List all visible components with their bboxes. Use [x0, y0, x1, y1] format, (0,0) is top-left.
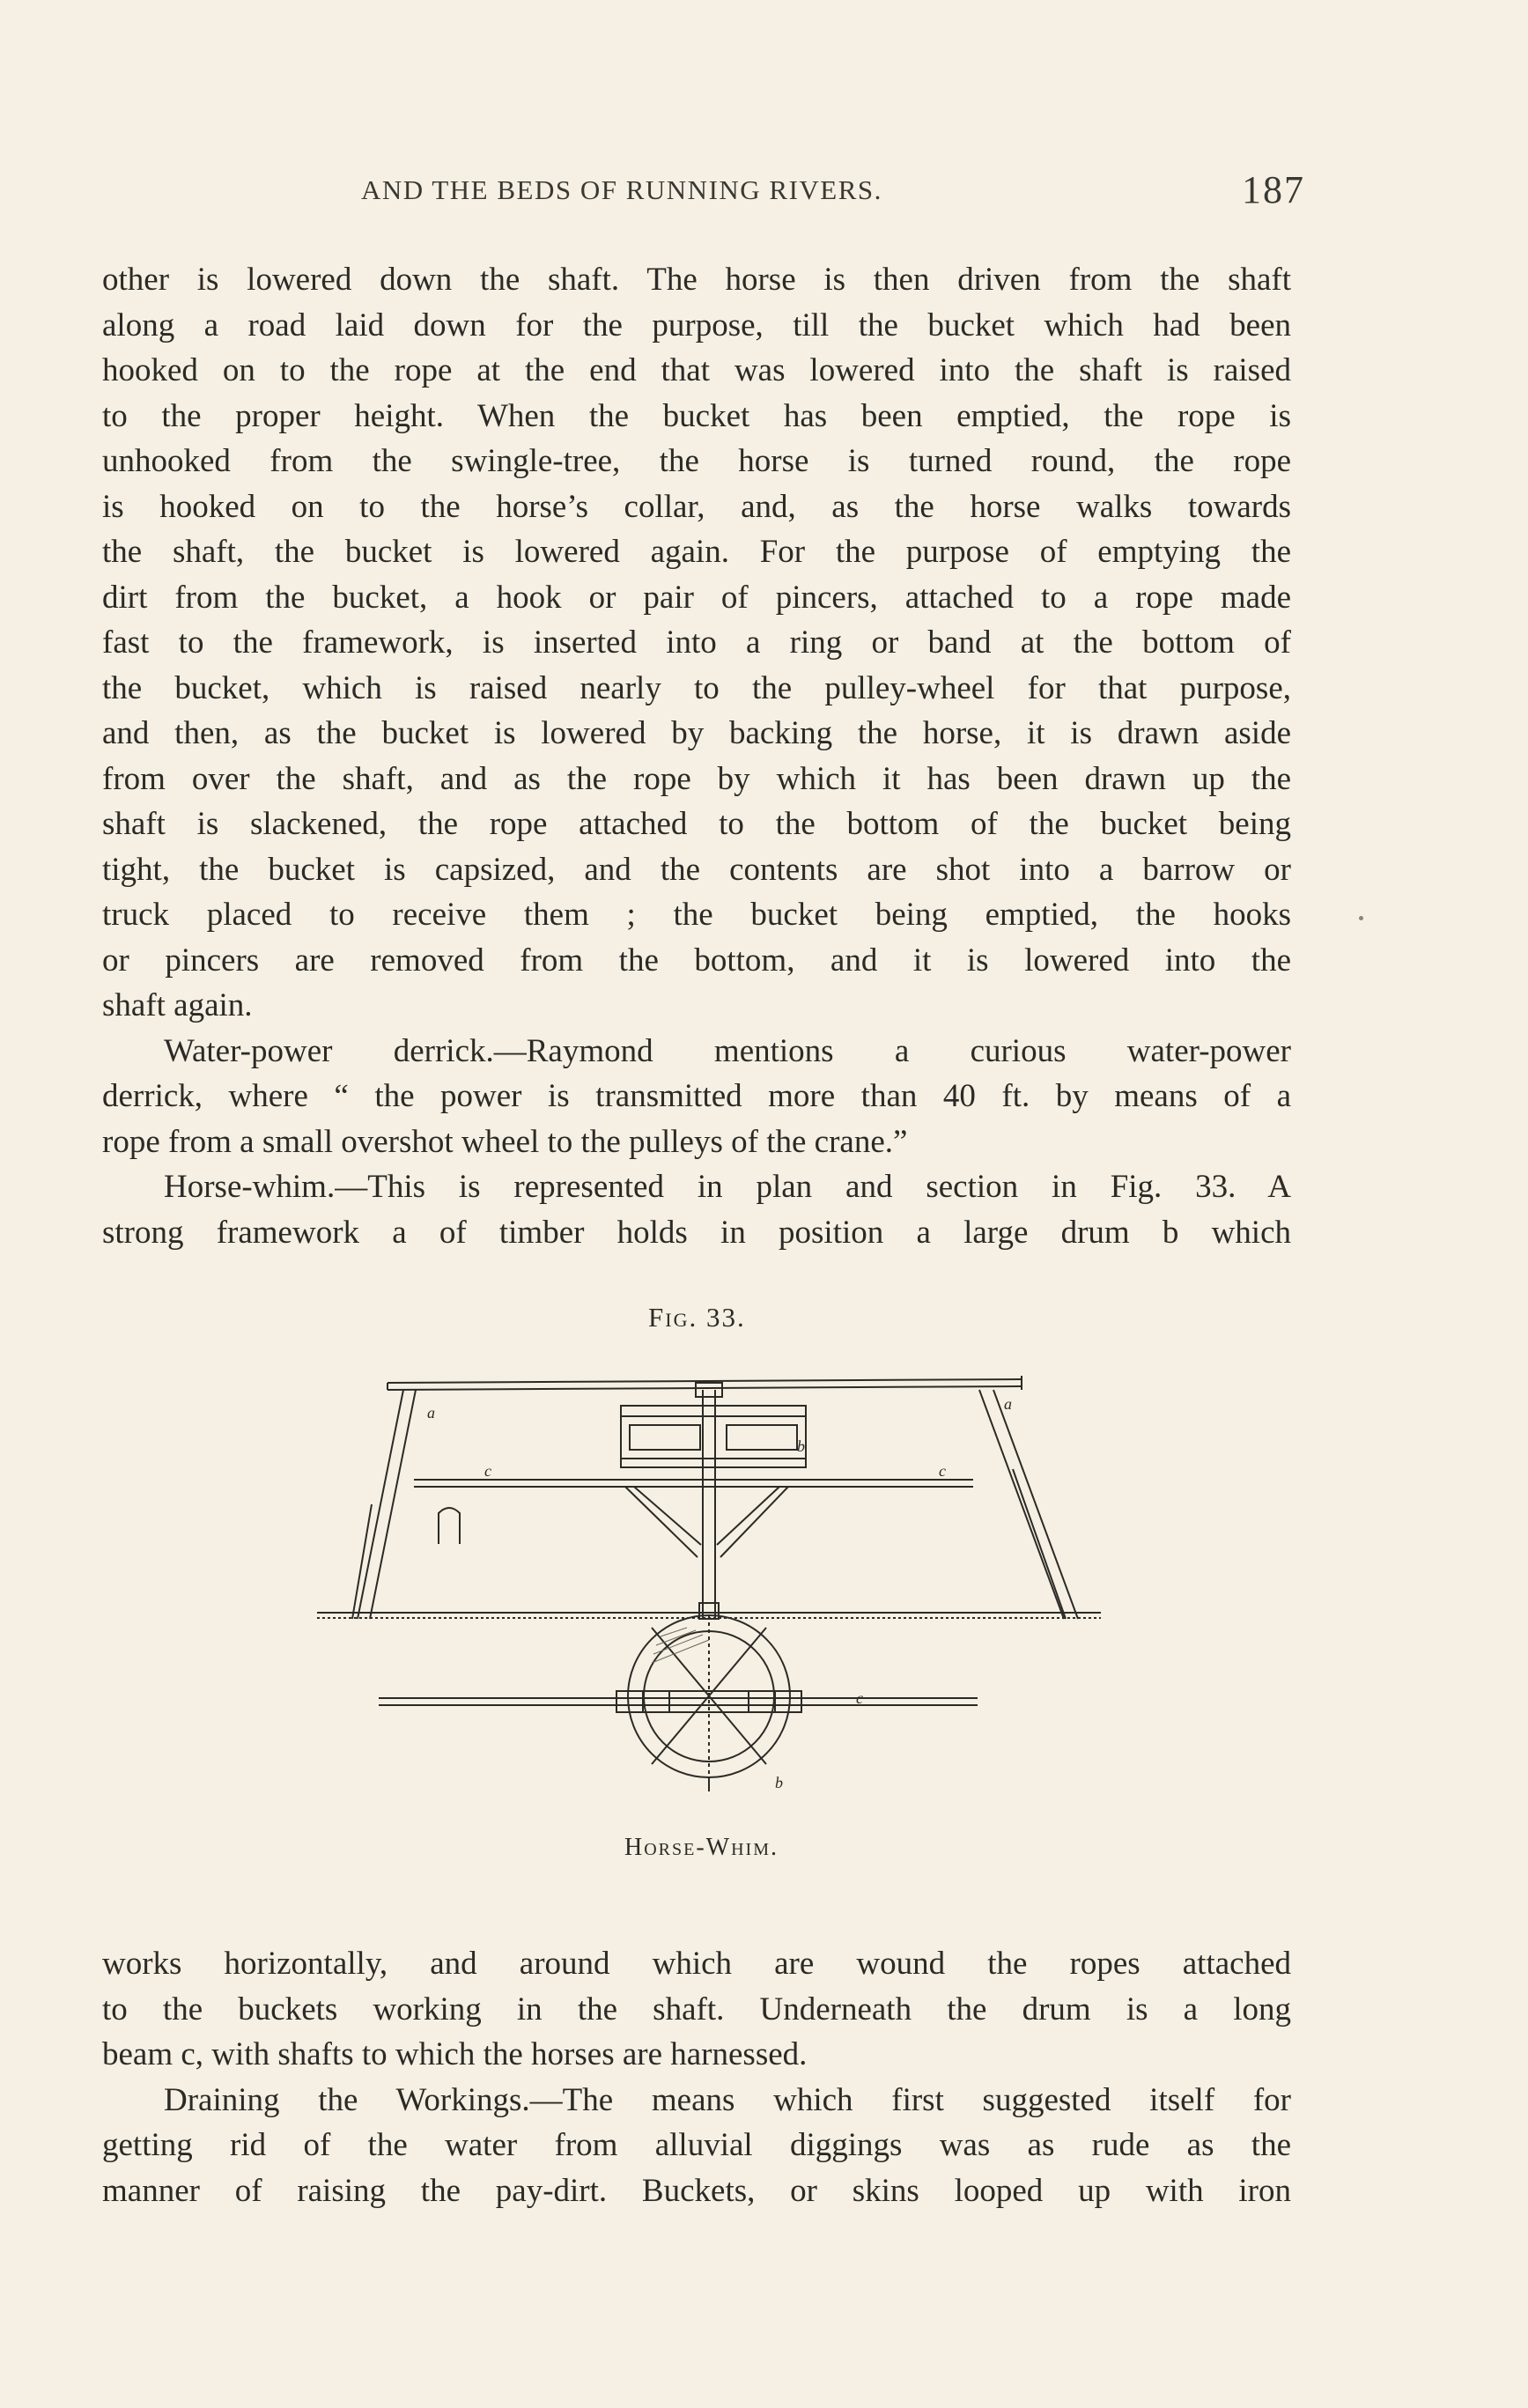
body-line: tight, the bucket is capsized, and the contents are shot into a barrow or	[102, 852, 1291, 888]
body-line: fast to the framework, is inserted into a ring or band at the bottom of	[102, 624, 1291, 661]
body-line: beam c, with shafts to which the horses are harnessed.	[102, 2036, 808, 2072]
body-line: Draining the Workings.—The means which first suggested itself for	[164, 2082, 1291, 2118]
body-line: from over the shaft, and as the rope by which it has been drawn up the	[102, 761, 1291, 797]
body-line: is hooked on to the horse’s collar, and, as the horse walks towards	[102, 489, 1291, 525]
body-line: derrick, where “ the power is transmitted more than 40 ft. by means of a	[102, 1078, 1291, 1114]
body-line: other is lowered down the shaft. The horse is then driven from the shaft	[102, 262, 1291, 298]
label-b-plan: b	[775, 1774, 783, 1791]
body-line: to the buckets working in the shaft. Underneath the drum is a long	[102, 1991, 1291, 2028]
label-a-left: a	[427, 1404, 435, 1422]
label-a-right: a	[1004, 1395, 1012, 1413]
horse-shaft-arch	[439, 1508, 460, 1544]
body-line: and then, as the bucket is lowered by backing the horse, it is drawn aside	[102, 715, 1291, 751]
body-line: dirt from the bucket, a hook or pair of pincers, attached to a rope made	[102, 580, 1291, 616]
body-line: to the proper height. When the bucket has been emptied, the rope is	[102, 398, 1291, 434]
body-line: along a road laid down for the purpose, till the bucket which had been	[102, 307, 1291, 343]
page-number: 187	[1242, 168, 1305, 211]
top-beam-lower	[388, 1386, 1022, 1390]
body-line: the bucket, which is raised nearly to the pulley-wheel for that purpose,	[102, 670, 1291, 706]
body-line: works horizontally, and around which are wound the ropes attached	[102, 1946, 1291, 1982]
body-line: rope from a small overshot wheel to the pulleys of the crane.”	[102, 1124, 908, 1160]
label-b-top: b	[797, 1437, 805, 1455]
label-c-plan: c	[856, 1689, 863, 1707]
body-line: or pincers are removed from the bottom, and it is lowered into the	[102, 942, 1291, 979]
body-line: Water-power derrick.—Raymond mentions a curious water-power	[164, 1033, 1291, 1069]
body-line: Horse-whim.—This is represented in plan and section in Fig. 33. A	[164, 1169, 1291, 1205]
body-line: hooked on to the rope at the end that was lowered into the shaft is raised	[102, 352, 1291, 388]
label-c-right: c	[939, 1462, 946, 1480]
figure-title: Fig. 33.	[648, 1302, 746, 1333]
body-line: strong framework a of timber holds in position a large drum b which	[102, 1215, 1291, 1251]
body-line: manner of raising the pay-dirt. Buckets, or skins looped up with iron	[102, 2173, 1291, 2209]
paper-speck	[1359, 916, 1363, 920]
body-line: the shaft, the bucket is lowered again. For the purpose of emptying the	[102, 534, 1291, 570]
frame-leg-right	[979, 1390, 1064, 1619]
horse-whim-drawing	[308, 1363, 1110, 1821]
horse-whim-figure	[308, 1363, 1110, 1821]
body-line: getting rid of the water from alluvial diggings was as rude as the	[102, 2127, 1291, 2163]
frame-leg-left	[358, 1390, 403, 1619]
body-line: shaft again.	[102, 987, 253, 1023]
body-line: shaft is slackened, the rope attached to the bottom of the bucket being	[102, 806, 1291, 842]
figure-caption: Horse-Whim.	[624, 1834, 779, 1861]
label-c-left: c	[484, 1462, 491, 1480]
body-line: unhooked from the swingle-tree, the horse is turned round, the rope	[102, 443, 1291, 479]
running-head: AND THE BEDS OF RUNNING RIVERS.	[361, 174, 882, 205]
body-line: truck placed to receive them ; the bucket being emptied, the hooks	[102, 897, 1291, 933]
